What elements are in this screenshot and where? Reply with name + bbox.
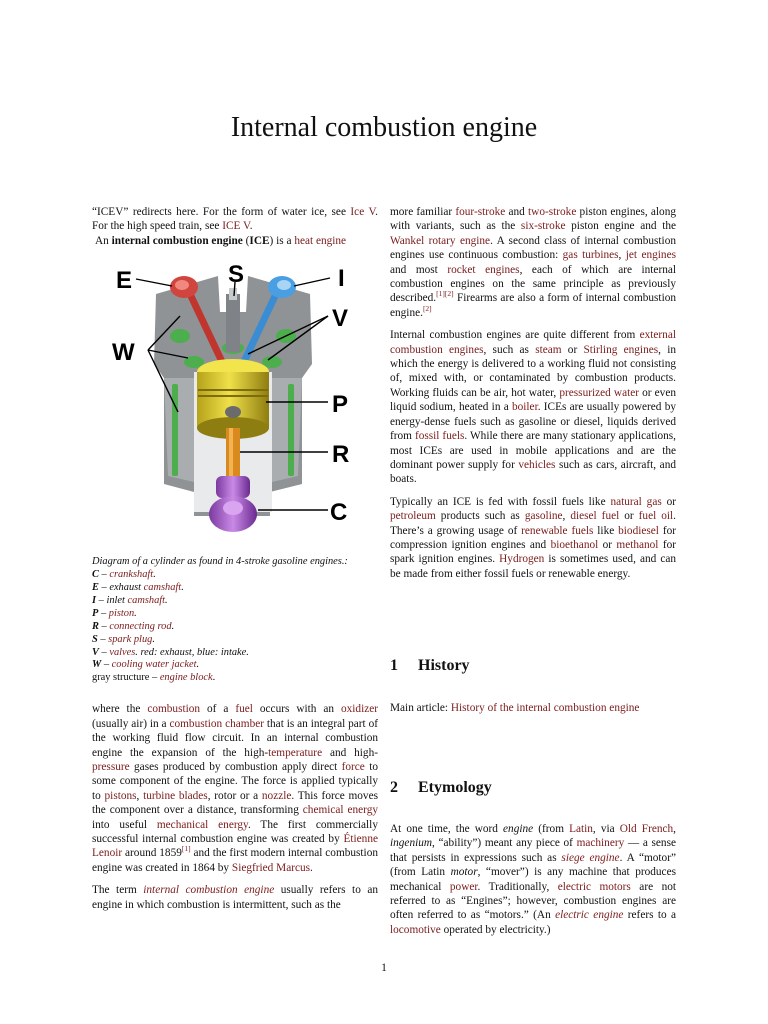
caption-row <box>92 647 378 660</box>
intro-abbrev: ICE <box>249 234 270 247</box>
link-siegfried-marcus[interactable]: Siegfried Marcus <box>231 861 311 874</box>
text: , in which the energy is delivered to a working fluid not consisting of, mixed with, or contaminated by combustion products. Working fluids can be air, hot water, <box>390 343 677 399</box>
caption-link[interactable]: connecting rod <box>109 620 172 632</box>
caption-link[interactable]: camshaft <box>127 594 166 606</box>
caption-row <box>92 621 378 634</box>
link-etienne-lenoir[interactable]: Étienne Lenoir <box>92 832 378 860</box>
link-power[interactable]: power <box>449 880 478 893</box>
text: and <box>505 206 529 218</box>
link-external-combustion-engines[interactable]: external combustion engines <box>390 329 676 356</box>
intro-text: An <box>95 234 112 247</box>
text: , rotor or a <box>207 789 262 802</box>
text: more familiar <box>390 206 456 218</box>
section-title: History <box>418 657 470 674</box>
diagram-label-i: I <box>338 265 345 293</box>
caption-key: V <box>92 646 99 658</box>
caption-text: . <box>134 607 137 619</box>
diagram-label-s: S <box>228 261 245 289</box>
link-gasoline[interactable]: gasoline <box>524 510 563 523</box>
caption-link[interactable]: camshaft <box>143 582 182 594</box>
paragraph-external-combustion <box>390 328 676 486</box>
section-heading-etymology <box>390 781 492 795</box>
left-column <box>92 205 378 920</box>
link-nozzle[interactable]: nozzle <box>261 789 292 802</box>
diagram-label-w: W <box>112 339 135 367</box>
link-fuel[interactable]: fuel <box>235 703 253 716</box>
diagram-caption <box>92 556 378 685</box>
text: or even liquid sodium, heated in a <box>390 386 676 414</box>
text: where the <box>92 703 148 716</box>
link-ice-v[interactable]: Ice V <box>350 206 376 218</box>
text: . This force moves the component over a distance, transforming <box>92 789 378 817</box>
caption-key: C <box>92 569 99 581</box>
text: , <box>618 249 626 262</box>
text: such as cars, aircraft, and boats. <box>390 458 676 486</box>
section-heading-history <box>390 659 470 673</box>
text: operated by electricity.) <box>440 923 551 936</box>
diagram-label-c: C <box>330 499 348 527</box>
text: ingenium <box>390 837 433 850</box>
link-biodiesel[interactable]: biodiesel <box>618 524 659 537</box>
caption-text: . <box>152 633 155 645</box>
text: . ICEs are usually powered by energy-dense fuels such as gasoline or diesel, liquids derived from <box>390 401 676 443</box>
link-stirling-engines[interactable]: Stirling engines <box>583 343 659 356</box>
text: . Traditionally, <box>477 880 558 893</box>
caption-title: Diagram of a cylinder as found in 4-stroke gasoline engines.: <box>92 556 348 568</box>
main-article-label: Main article: <box>390 702 451 714</box>
text: , “mover”) is any machine that produces mechanical <box>390 866 676 893</box>
link-fossil-fuels[interactable]: fossil fuels <box>414 430 465 443</box>
caption-row <box>92 569 378 582</box>
link-history-main-article[interactable]: History of the internal combustion engine <box>450 702 640 714</box>
caption-row <box>92 634 378 647</box>
text: is sometimes used, and can be made from either fossil fuels or renewable energy. <box>390 553 676 580</box>
text: , such as <box>483 343 536 356</box>
paragraph-engine-types <box>390 205 676 320</box>
diagram-label-e: E <box>116 267 133 295</box>
text: (from <box>533 823 570 835</box>
page-number: 1 <box>381 962 387 974</box>
text: of a <box>200 703 236 716</box>
intro-text: ) is a <box>269 234 295 247</box>
citation-link[interactable]: [1] <box>436 289 445 299</box>
link-fuel-oil[interactable]: fuel oil <box>638 510 674 523</box>
hatnote <box>92 205 378 234</box>
text: , <box>562 510 571 523</box>
diagram-label-p: P <box>332 391 349 419</box>
link-ice-v-train[interactable]: ICE V <box>222 220 250 233</box>
citation-link[interactable]: [2] <box>422 304 432 314</box>
link-vehicles[interactable]: vehicles <box>518 458 556 471</box>
text: into useful <box>92 818 157 831</box>
text: around 1859 <box>122 847 182 860</box>
caption-text: . <box>171 620 175 632</box>
diagram-label-r: R <box>332 441 350 469</box>
caption-key: I <box>92 594 97 606</box>
text: piston engine and the <box>565 220 676 233</box>
link-bioethanol[interactable]: bioethanol <box>550 538 599 551</box>
text: , each of which are internal combustion engines on the same principle as previously described. <box>390 263 677 305</box>
link-oxidizer[interactable]: oxidizer <box>341 703 379 716</box>
caption-text: – <box>97 633 109 645</box>
hatnote-text: . <box>249 220 253 233</box>
text: for compression ignition engines and <box>390 524 677 551</box>
hatnote-text: “ICEV” redirects here. For the form of water ice, see <box>92 206 351 218</box>
caption-link[interactable]: valves <box>109 646 136 658</box>
text: Internal combustion engines are quite different from <box>390 329 640 342</box>
link-pressure[interactable]: pressure <box>92 760 130 773</box>
caption-row <box>92 582 378 595</box>
text: that is an integral part of the working fluid flow circuit. In an internal combustion engine the expansion of the high- <box>92 717 379 759</box>
paragraph-term <box>92 883 378 912</box>
caption-text: – exhaust <box>98 582 144 594</box>
text: or <box>661 495 676 508</box>
text: Firearms are also a form of internal combustion engine. <box>390 292 676 319</box>
text: or <box>561 343 584 356</box>
caption-text: – inlet <box>96 594 128 606</box>
caption-link[interactable]: crankshaft <box>109 569 154 581</box>
link-temperature[interactable]: temperature <box>268 746 323 759</box>
caption-text: . <box>212 672 216 684</box>
caption-link[interactable]: spark plug <box>108 633 153 645</box>
link-internal-combustion-engine[interactable]: internal combustion engine <box>143 884 275 897</box>
text: gases produced by combustion apply direct <box>129 760 342 773</box>
text: , <box>673 823 676 835</box>
caption-key: P <box>92 607 99 619</box>
link-diesel-fuel[interactable]: diesel fuel <box>570 510 620 523</box>
caption-text: . red: exhaust, blue: intake. <box>135 646 249 658</box>
link-six-stroke[interactable]: six-stroke <box>520 220 566 233</box>
section-title: Etymology <box>418 779 492 796</box>
text: . The first commercially successful internal combustion engine was created by <box>92 818 378 845</box>
link-hydrogen[interactable]: Hydrogen <box>499 553 545 566</box>
connecting-rod <box>226 428 240 476</box>
link-heat-engine[interactable]: heat engine <box>294 234 347 247</box>
caption-text: – <box>98 607 109 619</box>
caption-text: . <box>181 582 184 594</box>
crankshaft <box>209 476 257 532</box>
link-gas-turbines[interactable]: gas turbines <box>562 249 619 262</box>
link-chemical-energy[interactable]: chemical energy <box>302 804 378 817</box>
link-pressurized-water[interactable]: pressurized water <box>559 386 640 399</box>
paragraph-definition <box>92 702 378 875</box>
link-steam[interactable]: steam <box>535 343 562 356</box>
text: for spark ignition engines. <box>390 538 676 566</box>
link-four-stroke[interactable]: four-stroke <box>455 206 506 218</box>
text: . A “motor” (from Latin <box>390 851 676 879</box>
link-engine-block[interactable]: engine block <box>159 672 213 684</box>
link-renewable-fuels[interactable]: renewable fuels <box>521 524 594 537</box>
link-locomotive[interactable]: locomotive <box>390 923 441 936</box>
section-number: 1 <box>390 657 398 674</box>
link-turbine-blades[interactable]: turbine blades <box>143 789 208 802</box>
text: , <box>136 789 144 802</box>
caption-row <box>92 659 378 672</box>
text: or <box>598 538 617 551</box>
link-mechanical-energy[interactable]: mechanical energy <box>156 818 248 831</box>
spark-plug <box>226 288 240 352</box>
text: motor <box>450 866 478 879</box>
text: . While there are many stationary applications, most ICEs are used in mobile applications and are the dominant power supply for <box>390 430 676 471</box>
text: (usually air) in a <box>92 717 170 730</box>
text: products such as <box>435 510 525 523</box>
link-electric-engine[interactable]: electric engine <box>555 909 624 922</box>
citation-link[interactable]: [1] <box>181 844 191 854</box>
link-methanol[interactable]: methanol <box>616 538 659 551</box>
text: occurs with an <box>252 703 341 716</box>
link-combustion[interactable]: combustion <box>147 703 201 716</box>
caption-text: – <box>98 620 110 632</box>
page-title: Internal combustion engine <box>230 112 538 143</box>
text: and high- <box>322 746 378 759</box>
caption-row <box>92 595 378 608</box>
caption-text: . <box>196 659 200 671</box>
caption-text: gray structure – <box>92 672 160 684</box>
link-force[interactable]: force <box>341 760 365 773</box>
engine-cylinder-diagram <box>98 254 368 544</box>
caption-text: . <box>165 594 168 606</box>
text: . There’s a growing usage of <box>390 510 676 537</box>
piston <box>197 359 269 439</box>
text: , “ability”) meant any piece of <box>432 837 577 850</box>
caption-key: E <box>92 582 99 594</box>
text: like <box>593 524 619 537</box>
caption-text: – <box>98 569 110 581</box>
caption-key: R <box>92 620 99 632</box>
text: and the first modern internal combustion engine was created in 1864 by <box>92 847 378 874</box>
link-petroleum[interactable]: petroleum <box>390 510 436 523</box>
text: . <box>310 861 313 874</box>
link-old-french[interactable]: Old French <box>619 823 674 835</box>
caption-link[interactable]: piston <box>108 607 135 619</box>
diagram-label-v: V <box>332 305 349 333</box>
link-electric-motors[interactable]: electric motors <box>557 880 631 893</box>
caption-text: – <box>98 646 110 658</box>
caption-text: – <box>101 659 112 671</box>
link-machinery[interactable]: machinery <box>576 837 625 850</box>
paragraph-etymology <box>390 822 676 937</box>
caption-row <box>92 672 378 685</box>
caption-key: S <box>92 633 98 645</box>
text: . A second class of internal combustion engines use continuous combustion: <box>390 234 676 262</box>
main-article-note <box>390 701 676 715</box>
text: usually refers to an engine in which combustion is intermittent, such as the <box>92 884 379 911</box>
section-number: 2 <box>390 779 398 796</box>
caption-row <box>92 608 378 621</box>
intro-line <box>92 234 378 248</box>
link-pistons[interactable]: pistons <box>104 789 137 802</box>
intro-text: ( <box>242 234 250 247</box>
text: or <box>619 510 639 523</box>
caption-text: . <box>153 569 156 581</box>
link-boiler[interactable]: boiler <box>511 401 538 414</box>
link-combustion-chamber[interactable]: combustion chamber <box>169 717 264 730</box>
citation-link[interactable]: [2] <box>444 289 454 299</box>
text: and most <box>390 263 448 276</box>
right-column <box>390 205 677 936</box>
link-wankel-rotary-engine[interactable]: Wankel rotary engine <box>390 234 491 247</box>
caption-link[interactable]: cooling water jacket <box>111 659 197 671</box>
link-siege-engine[interactable]: siege engine <box>561 851 620 864</box>
text: are not referred to as “Engines”; however, combustion engines are often referred to as “motors.” (An <box>390 880 676 922</box>
text: At one time, the word <box>390 823 504 835</box>
text: piston engines, along with variants, such as the <box>390 206 676 233</box>
link-rocket-engines[interactable]: rocket engines <box>447 263 520 276</box>
text: Typically an ICE is fed with fossil fuels like <box>390 495 611 508</box>
text: to some component of the engine. The force is applied typically to <box>92 760 378 802</box>
caption-key: W <box>92 659 102 671</box>
text: engine <box>503 823 534 835</box>
link-latin[interactable]: Latin <box>569 823 593 835</box>
intro-term: internal combustion engine <box>111 234 243 247</box>
text: refers to a <box>623 909 676 922</box>
link-natural-gas[interactable]: natural gas <box>610 495 662 508</box>
link-two-stroke[interactable]: two-stroke <box>528 206 577 218</box>
text: , via <box>592 823 620 835</box>
caption-rows <box>92 569 378 672</box>
paragraph-fuels <box>390 495 676 581</box>
text: — a sense that persists in expressions such as <box>390 837 676 864</box>
link-jet-engines[interactable]: jet engines <box>625 249 676 262</box>
hatnote-text: . For the high speed train, see <box>92 206 378 233</box>
text: The term <box>92 884 144 897</box>
